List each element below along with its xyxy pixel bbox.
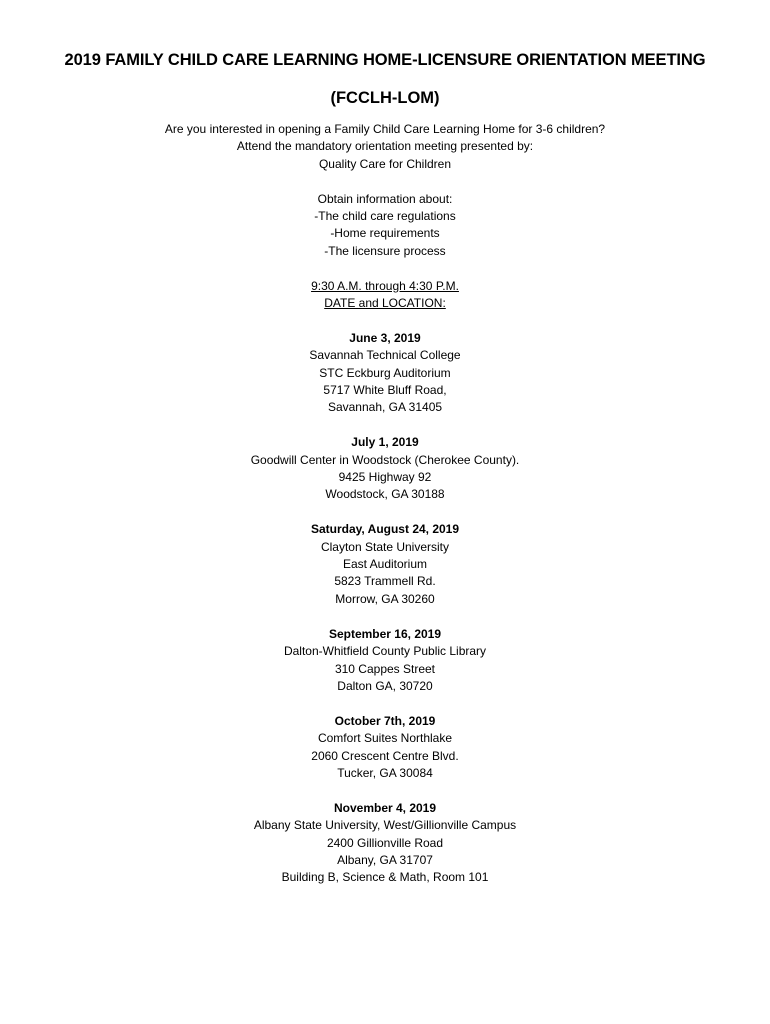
session-address-line: 310 Cappes Street <box>334 661 436 676</box>
intro-line: Quality Care for Children <box>318 156 452 171</box>
session-address-line: Clayton State University <box>320 539 450 554</box>
info-section <box>0 191 770 261</box>
session-address-line: Savannah, GA 31405 <box>327 400 443 415</box>
session-address-line: 9425 Highway 92 <box>338 470 432 485</box>
info-item: -The child care regulations <box>314 209 456 224</box>
meeting-time: 9:30 A.M. through 4:30 P.M. <box>311 278 459 293</box>
intro-paragraph <box>0 121 770 173</box>
session-address-line: Tucker, GA 30084 <box>337 765 433 780</box>
session-address-line: East Auditorium <box>342 557 428 572</box>
session-date: November 4, 2019 <box>333 800 437 815</box>
session-address-line: 5823 Trammell Rd. <box>334 574 436 589</box>
session-date: September 16, 2019 <box>328 626 442 641</box>
session-date: October 7th, 2019 <box>334 713 436 728</box>
session-address-line: Dalton GA, 30720 <box>337 678 433 693</box>
session-block <box>0 626 770 696</box>
session-address-line: Albany State University, West/Gillionville Campus <box>253 818 517 833</box>
session-address-line: Woodstock, GA 30188 <box>325 487 445 502</box>
session-date: July 1, 2019 <box>351 435 419 450</box>
session-address-line: Comfort Suites Northlake <box>317 731 453 746</box>
info-heading: Obtain information about: <box>317 191 453 206</box>
session-address-line: 2400 Gillionville Road <box>326 835 444 850</box>
info-item: -Home requirements <box>330 226 440 241</box>
intro-line: Attend the mandatory orientation meeting presented by: <box>236 139 534 154</box>
session-address-line: 2060 Crescent Centre Blvd. <box>311 748 459 763</box>
document-title: 2019 FAMILY CHILD CARE LEARNING HOME-LICENSURE ORIENTATION MEETING <box>64 51 706 69</box>
session-block <box>0 713 770 783</box>
session-address-line: Dalton-Whitfield County Public Library <box>283 644 487 659</box>
session-address-line: Building B, Science & Math, Room 101 <box>281 870 489 885</box>
document-body <box>0 121 770 887</box>
intro-line: Are you interested in opening a Family Child Care Learning Home for 3-6 children? <box>164 122 606 136</box>
session-block <box>0 800 770 887</box>
session-address-line: Morrow, GA 30260 <box>335 591 435 606</box>
document-subtitle: (FCCLH-LOM) <box>330 89 440 107</box>
session-address-line: Savannah Technical College <box>309 348 461 363</box>
session-address-line: 5717 White Bluff Road, <box>323 383 447 398</box>
session-date: June 3, 2019 <box>349 330 421 345</box>
session-block <box>0 330 770 417</box>
session-date: Saturday, August 24, 2019 <box>310 522 460 537</box>
session-address-line: STC Eckburg Auditorium <box>319 365 451 380</box>
date-location-heading: DATE and LOCATION: <box>324 296 446 311</box>
info-item: -The licensure process <box>324 243 446 258</box>
session-block <box>0 521 770 608</box>
time-section <box>0 278 770 313</box>
session-address-line: Albany, GA 31707 <box>337 852 433 867</box>
session-address-line: Goodwill Center in Woodstock (Cherokee County). <box>250 452 520 467</box>
sessions-list <box>0 330 770 887</box>
session-block <box>0 434 770 504</box>
